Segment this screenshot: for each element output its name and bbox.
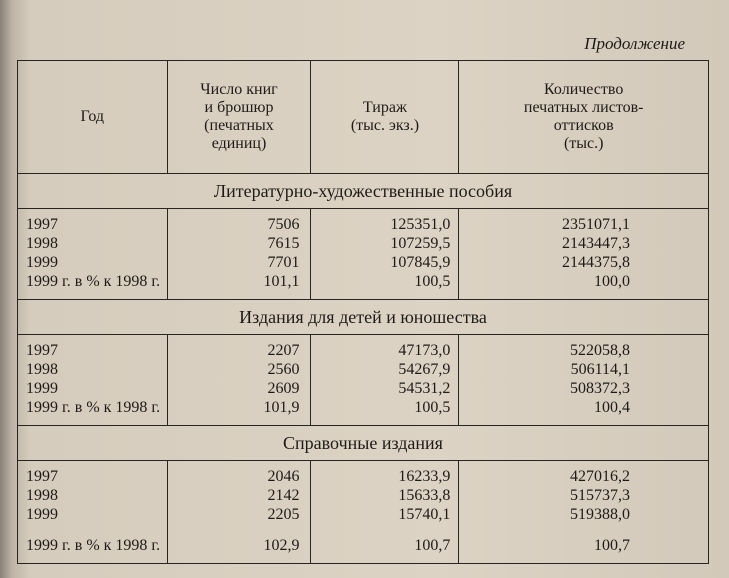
cell-circulation: 54267,9 [311,360,459,379]
table-row [18,398,709,426]
table-row [18,486,709,505]
cell-sheets: 506114,1 [570,360,630,378]
section-literary [18,174,709,300]
cell-books: 2046 [167,461,311,487]
table-row [18,461,709,487]
section-title: Издания для детей и юношества [18,300,709,335]
cell-circulation: 100,5 [311,398,459,426]
cell-books: 2142 [167,486,311,505]
table-header-row [18,61,709,174]
cell-year: 1997 [18,335,168,361]
cell-sheets: 522058,8 [570,341,630,359]
cell-year: 1999 [18,253,168,272]
cell-books: 2609 [167,379,311,398]
table-row [18,379,709,398]
cell-circulation: 100,7 [311,528,459,564]
table-row [18,253,709,272]
cell-books: 7506 [167,209,311,235]
cell-circulation: 16233,9 [311,461,459,487]
section-title: Литературно-художественные пособия [18,174,709,209]
cell-books: 7615 [167,234,311,253]
cell-year: 1999 г. в % к 1998 г. [18,528,168,564]
cell-circulation: 47173,0 [311,335,459,361]
cell-books: 102,9 [167,528,311,564]
table-row [18,360,709,379]
statistics-table [17,60,709,564]
cell-circulation: 54531,2 [311,379,459,398]
cell-sheets: 2143447,3 [562,234,630,252]
section-reference [18,426,709,564]
section-children [18,300,709,426]
cell-year: 1999 г. в % к 1998 г. [18,398,168,426]
cell-circulation: 125351,0 [311,209,459,235]
cell-books: 101,1 [167,272,311,300]
cell-year: 1999 г. в % к 1998 г. [18,272,168,300]
table-row [18,505,709,528]
cell-sheets: 2144375,8 [562,253,630,271]
header-books: Число книг и брошюр (печатных единиц) [167,61,311,174]
cell-circulation: 107845,9 [311,253,459,272]
cell-circulation: 107259,5 [311,234,459,253]
continuation-label: Продолжение [584,34,685,53]
cell-sheets: 508372,3 [570,379,630,397]
cell-books: 2560 [167,360,311,379]
cell-year: 1998 [18,486,168,505]
cell-books: 2205 [167,505,311,528]
cell-circulation: 15633,8 [311,486,459,505]
cell-sheets: 515737,3 [570,486,630,504]
table-row [18,209,709,235]
header-year: Год [18,61,168,174]
section-title: Справочные издания [18,426,709,461]
cell-year: 1999 [18,505,168,528]
cell-sheets: 100,4 [594,398,630,416]
table-row [18,234,709,253]
cell-year: 1997 [18,461,168,487]
table-row [18,335,709,361]
header-sheets: Количество печатных листов- оттисков (тыс.) [459,61,709,174]
table-row [18,528,709,564]
cell-year: 1999 [18,379,168,398]
cell-circulation: 100,5 [311,272,459,300]
cell-books: 7701 [167,253,311,272]
cell-sheets: 100,0 [594,272,630,290]
cell-year: 1998 [18,360,168,379]
cell-books: 101,9 [167,398,311,426]
header-circulation: Тираж (тыс. экз.) [311,61,459,174]
table-row [18,272,709,300]
cell-books: 2207 [167,335,311,361]
cell-year: 1997 [18,209,168,235]
cell-sheets: 100,7 [594,536,630,554]
cell-sheets: 427016,2 [570,467,630,485]
cell-year: 1998 [18,234,168,253]
cell-circulation: 15740,1 [311,505,459,528]
cell-sheets: 2351071,1 [562,215,630,233]
cell-sheets: 519388,0 [570,505,630,523]
